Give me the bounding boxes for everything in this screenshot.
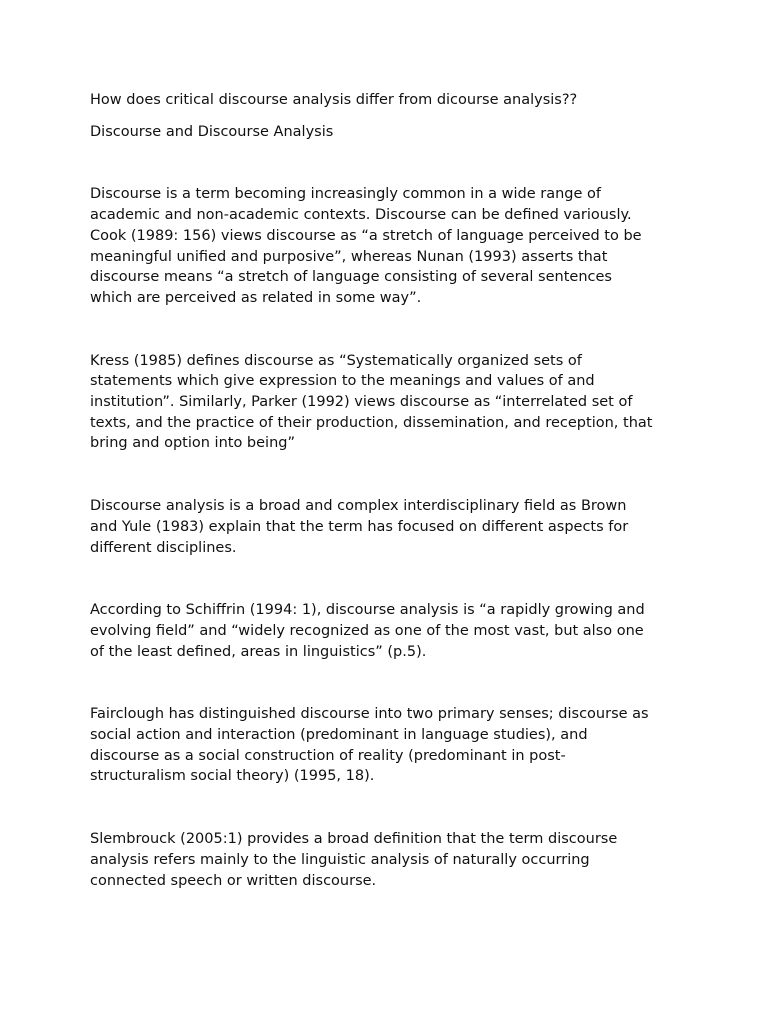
paragraph-brown-yule [90,496,680,558]
paragraph-line: of the least defined, areas in linguistics” (p.5). [90,643,427,660]
paragraph-line: different disciplines. [90,539,237,556]
paragraph-line: meaningful unified and purposive”, whereas Nunan (1993) asserts that [90,248,608,265]
paragraph-slembrouck [90,829,680,891]
section-heading: Discourse and Discourse Analysis [90,123,334,140]
paragraph-fairclough [90,704,680,787]
document-page [90,90,680,933]
paragraph-line: Discourse analysis is a broad and complex interdisciplinary field as Brown [90,498,627,515]
paragraph-line: social action and interaction (predominant in language studies), and [90,727,588,744]
paragraph-line: Cook (1989: 156) views discourse as “a stretch of language perceived to be [90,227,642,244]
paragraph-line: analysis refers mainly to the linguistic analysis of naturally occurring [90,851,590,868]
paragraph-line: evolving field” and “widely recognized as one of the most vast, but also one [90,622,644,639]
paragraph-discourse-definition [90,184,680,308]
paragraph-line: Fairclough has distinguished discourse into two primary senses; discourse as [90,706,649,723]
paragraph-kress-parker [90,351,680,455]
paragraph-line: which are perceived as related in some way”. [90,289,422,306]
paragraph-line: bring and option into being” [90,435,295,452]
paragraph-line: statements which give expression to the meanings and values of and [90,373,595,390]
paragraph-line: and Yule (1983) explain that the term has focused on different aspects for [90,518,629,535]
paragraph-line: discourse as a social construction of reality (predominant in post- [90,747,566,764]
paragraph-line: connected speech or written discourse. [90,872,377,889]
paragraph-line: Discourse is a term becoming increasingly common in a wide range of [90,186,601,203]
paragraph-line: Slembrouck (2005:1) provides a broad definition that the term discourse [90,831,618,848]
paragraph-line: academic and non-academic contexts. Discourse can be defined variously. [90,207,632,224]
paragraph-line: texts, and the practice of their production, dissemination, and reception, that [90,414,653,431]
paragraph-line: discourse means “a stretch of language consisting of several sentences [90,269,612,286]
paragraph-line: According to Schiffrin (1994: 1), discourse analysis is “a rapidly growing and [90,602,645,619]
paragraph-line: structuralism social theory) (1995, 18). [90,768,375,785]
paragraph-schiffrin [90,600,680,662]
paragraph-line: Kress (1985) defines discourse as “Systematically organized sets of [90,352,582,369]
paragraph-line: institution”. Similarly, Parker (1992) views discourse as “interrelated set of [90,394,633,411]
question-line: How does critical discourse analysis differ from dicourse analysis?? [90,92,578,108]
